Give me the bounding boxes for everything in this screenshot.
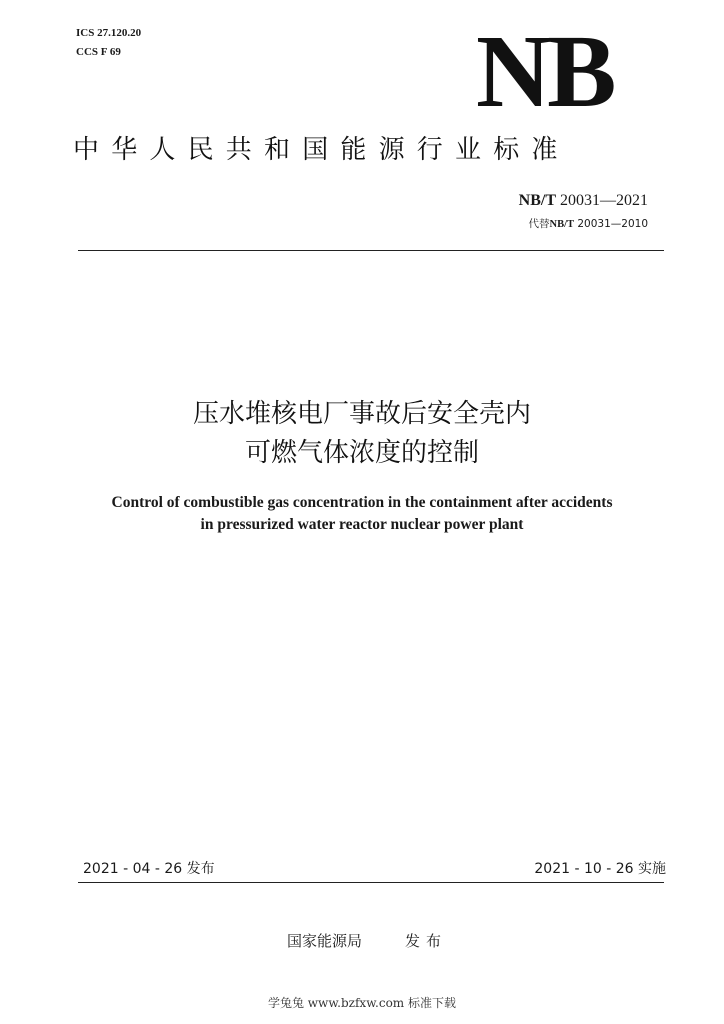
replaces-standard bbox=[529, 216, 648, 231]
replaces-prefix: NB/T bbox=[549, 219, 575, 230]
ics-code: ICS 27.120.20 bbox=[76, 27, 142, 39]
title-zh-line2: 可燃气体浓度的控制 bbox=[244, 438, 479, 468]
title-en-line1: Control of combustible gas concentration in the containment after accidents bbox=[111, 494, 613, 511]
standard-number-value: 20031—2021 bbox=[560, 192, 648, 209]
ccs-code: CCS F 69 bbox=[76, 46, 121, 58]
replaces-number: 20031—2010 bbox=[577, 218, 648, 230]
standard-number-prefix: NB/T bbox=[518, 192, 556, 209]
publisher-name: 国家能源局 bbox=[287, 932, 363, 950]
header-divider bbox=[78, 250, 664, 251]
watermark-text: 学兔兔 www.bzfxw.com 标准下载 bbox=[267, 996, 457, 1010]
standard-number bbox=[519, 192, 648, 210]
replaces-label: 代替 bbox=[528, 218, 550, 230]
publish-verb: 发布 bbox=[405, 932, 448, 950]
implementation-date: 2021 - 10 - 26 实施 bbox=[534, 861, 666, 877]
title-zh-line1: 压水堆核电厂事故后安全壳内 bbox=[192, 399, 531, 429]
title-en-line2: in pressurized water reactor nuclear power plant bbox=[200, 516, 524, 533]
issue-date: 2021 - 04 - 26 发布 bbox=[83, 861, 215, 877]
footer-divider bbox=[78, 882, 664, 883]
standard-category-title: 中华人民共和国能源行业标准 bbox=[73, 135, 570, 165]
nb-logo: NB bbox=[476, 14, 613, 129]
